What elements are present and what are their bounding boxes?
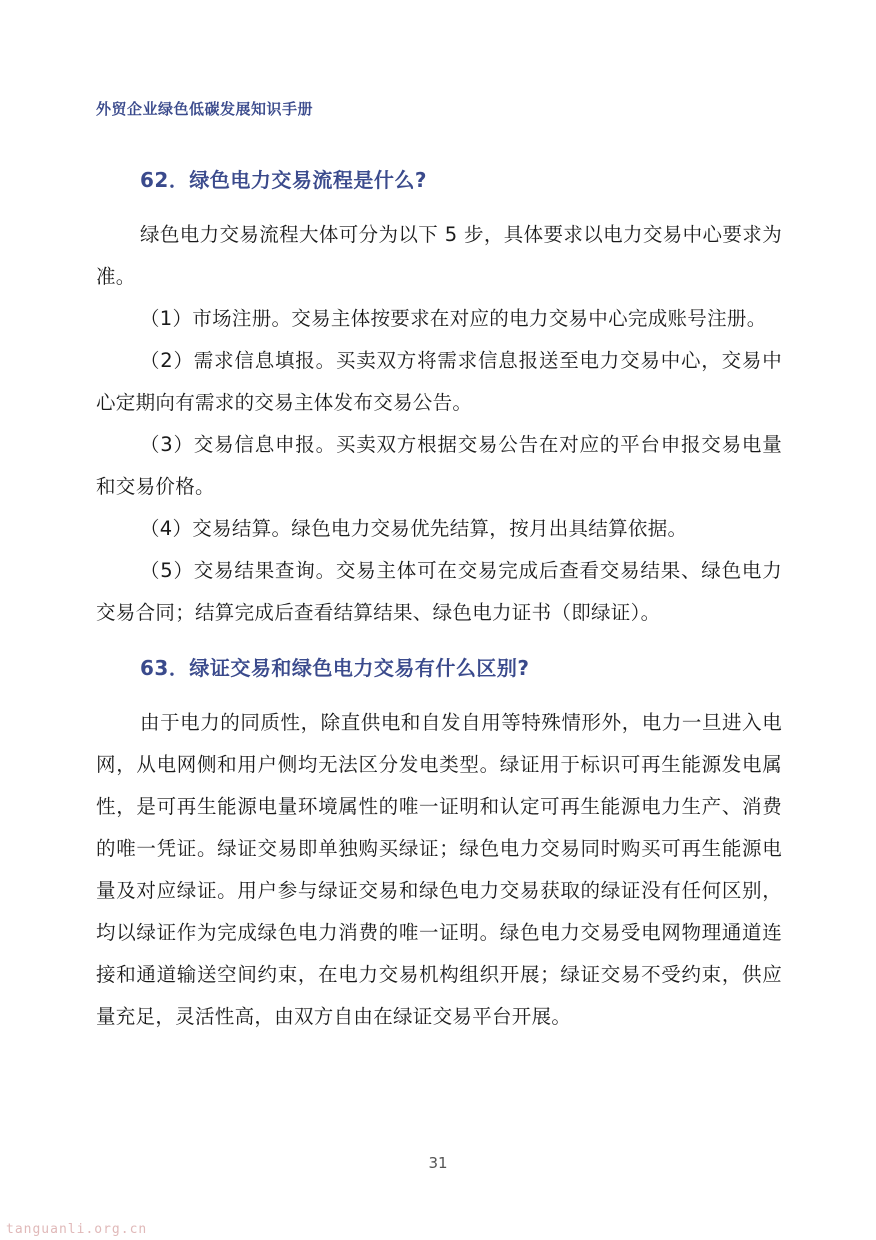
document-body (96, 160, 782, 1038)
q62-step-2: （2）需求信息填报。买卖双方将需求信息报送至电力交易中心，交易中心定期向有需求的交易主体发布交易公告。 (96, 349, 782, 414)
q62-intro-paragraph: 绿色电力交易流程大体可分为以下 5 步，具体要求以电力交易中心要求为准。 (96, 223, 782, 288)
question-63-heading: 63．绿证交易和绿色电力交易有什么区别? (140, 656, 530, 680)
q62-step-1: （1）市场注册。交易主体按要求在对应的电力交易中心完成账号注册。 (140, 307, 767, 330)
question-62-heading: 62．绿色电力交易流程是什么? (140, 168, 427, 192)
q63-answer-paragraph: 由于电力的同质性，除直供电和自发自用等特殊情形外，电力一旦进入电网，从电网侧和用户侧均无法区分发电类型。绿证用于标识可再生能源发电属性，是可再生能源电量环境属性的唯一证明和认定可再生能源电力生产、消费的唯一凭证。绿证交易即单独购买绿证；绿色电力交易同时购买可再生能源电量及对应绿证。用户参与绿证交易和绿色电力交易获取的绿证没有任何区别，均以绿证作为完成绿色电力消费的唯一证明。绿色电力交易受电网物理通道连接和通道输送空间约束，在电力交易机构组织开展；绿证交易不受约束，供应量充足，灵活性高，由双方自由在绿证交易平台开展。 (96, 711, 782, 1028)
page-number: 31 (428, 1154, 448, 1172)
running-header: 外贸企业绿色低碳发展知识手册 (96, 100, 314, 118)
watermark: tanguanli.org.cn (6, 1222, 148, 1237)
q62-step-4: （4）交易结算。绿色电力交易优先结算，按月出具结算依据。 (140, 517, 688, 540)
q62-step-3: （3）交易信息申报。买卖双方根据交易公告在对应的平台申报交易电量和交易价格。 (96, 433, 782, 498)
q62-step-5: （5）交易结果查询。交易主体可在交易完成后查看交易结果、绿色电力交易合同；结算完成后查看结算结果、绿色电力证书（即绿证）。 (96, 559, 782, 624)
